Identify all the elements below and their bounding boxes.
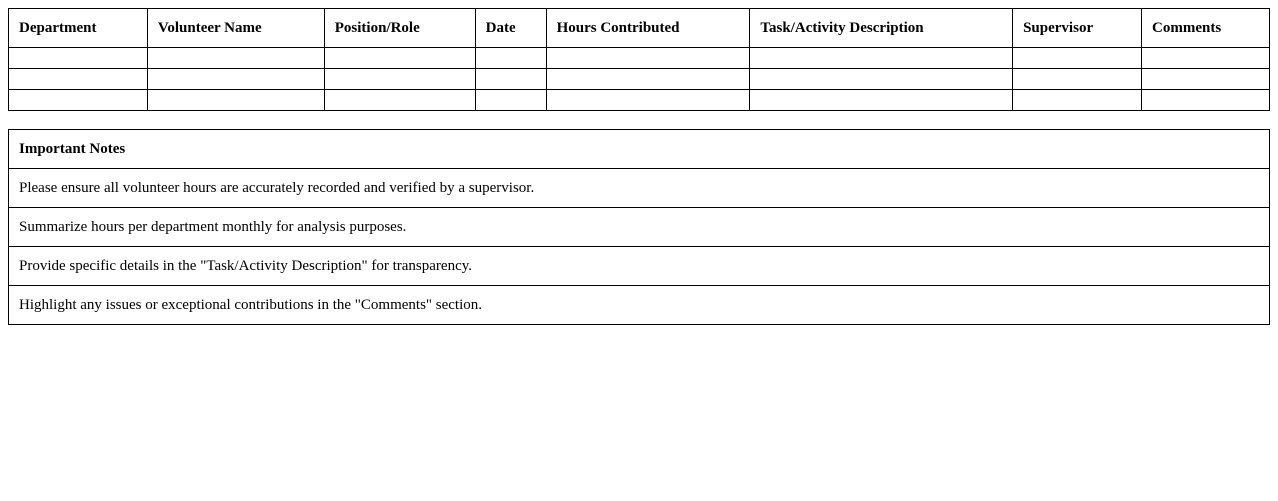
table-cell[interactable]: [1142, 48, 1270, 69]
table-cell[interactable]: [147, 69, 324, 90]
table-cell[interactable]: [750, 90, 1013, 111]
table-cell[interactable]: [147, 90, 324, 111]
notes-title: Important Notes: [9, 130, 1270, 169]
note-text: Provide specific details in the "Task/Activity Description" for transparency.: [9, 247, 1270, 286]
table-cell[interactable]: [147, 48, 324, 69]
table-cell[interactable]: [1013, 48, 1142, 69]
note-text: Please ensure all volunteer hours are accurately recorded and verified by a supervisor.: [9, 169, 1270, 208]
table-cell[interactable]: [324, 48, 475, 69]
table-cell[interactable]: [324, 69, 475, 90]
header-task-description: Task/Activity Description: [750, 9, 1013, 48]
table-cell[interactable]: [750, 48, 1013, 69]
table-cell[interactable]: [9, 48, 148, 69]
important-notes-table: [8, 129, 1270, 325]
table-cell[interactable]: [475, 90, 546, 111]
header-hours-contributed: Hours Contributed: [546, 9, 750, 48]
table-cell[interactable]: [9, 69, 148, 90]
list-item: [9, 208, 1270, 247]
table-cell[interactable]: [546, 90, 750, 111]
table-cell[interactable]: [1142, 69, 1270, 90]
header-supervisor: Supervisor: [1013, 9, 1142, 48]
header-position-role: Position/Role: [324, 9, 475, 48]
header-date: Date: [475, 9, 546, 48]
header-volunteer-name: Volunteer Name: [147, 9, 324, 48]
list-item: [9, 169, 1270, 208]
document-body: [8, 8, 1270, 325]
table-cell[interactable]: [1142, 90, 1270, 111]
table-row: [9, 69, 1270, 90]
notes-header-row: [9, 130, 1270, 169]
table-cell[interactable]: [475, 69, 546, 90]
table-cell[interactable]: [1013, 69, 1142, 90]
table-cell[interactable]: [546, 48, 750, 69]
table-cell[interactable]: [475, 48, 546, 69]
list-item: [9, 286, 1270, 325]
header-comments: Comments: [1142, 9, 1270, 48]
table-cell[interactable]: [9, 90, 148, 111]
table-cell[interactable]: [750, 69, 1013, 90]
list-item: [9, 247, 1270, 286]
table-cell[interactable]: [324, 90, 475, 111]
note-text: Highlight any issues or exceptional contributions in the "Comments" section.: [9, 286, 1270, 325]
volunteer-hours-table: [8, 8, 1270, 111]
table-row: [9, 48, 1270, 69]
table-header-row: [9, 9, 1270, 48]
note-text: Summarize hours per department monthly for analysis purposes.: [9, 208, 1270, 247]
table-cell[interactable]: [546, 69, 750, 90]
table-row: [9, 90, 1270, 111]
header-department: Department: [9, 9, 148, 48]
table-cell[interactable]: [1013, 90, 1142, 111]
